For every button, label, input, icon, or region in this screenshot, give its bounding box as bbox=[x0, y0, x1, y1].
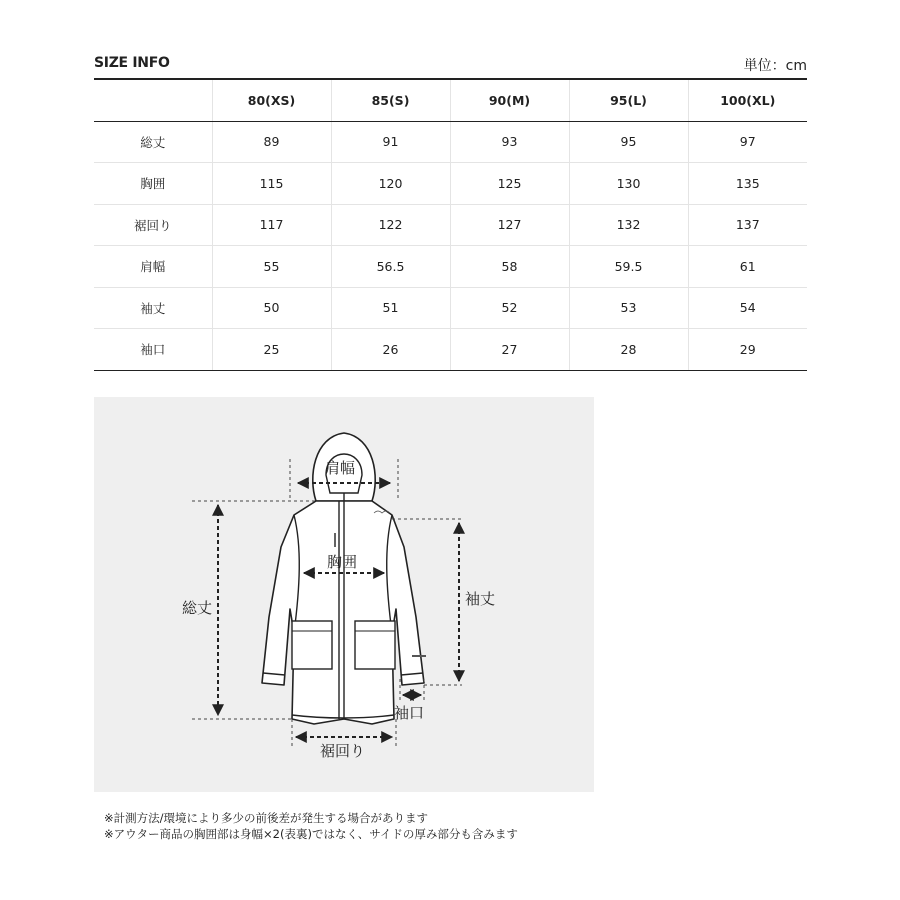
table-cell: 115 bbox=[212, 163, 331, 205]
label-cuff: 袖口 bbox=[394, 704, 425, 722]
footnotes bbox=[104, 810, 518, 842]
table-cell: 89 bbox=[212, 121, 331, 163]
page-title: SIZE INFO bbox=[94, 55, 170, 71]
size-info-header bbox=[94, 55, 807, 77]
measurement-diagram bbox=[94, 397, 594, 792]
table-cell: 53 bbox=[569, 287, 688, 329]
table-cell: 50 bbox=[212, 287, 331, 329]
row-label: 肩幅 bbox=[94, 246, 212, 288]
table-cell: 120 bbox=[331, 163, 450, 205]
footnote: ※アウター商品の胸囲部は身幅×2(表裏)ではなく、サイドの厚み部分も含みます bbox=[104, 827, 518, 841]
row-label: 胸囲 bbox=[94, 163, 212, 205]
size-table bbox=[94, 78, 807, 371]
label-sleeve: 袖丈 bbox=[465, 590, 496, 608]
table-cell: 59.5 bbox=[569, 246, 688, 288]
table-cell: 117 bbox=[212, 204, 331, 246]
row-label: 総丈 bbox=[94, 121, 212, 163]
table-row bbox=[94, 163, 807, 205]
table-cell: 28 bbox=[569, 329, 688, 371]
header-cell: 85(S) bbox=[331, 79, 450, 121]
table-row bbox=[94, 204, 807, 246]
table-row bbox=[94, 329, 807, 371]
table-row bbox=[94, 246, 807, 288]
table-row bbox=[94, 121, 807, 163]
right-pocket bbox=[355, 621, 395, 669]
table-cell: 51 bbox=[331, 287, 450, 329]
table-row bbox=[94, 287, 807, 329]
table-cell: 93 bbox=[450, 121, 569, 163]
table-cell: 132 bbox=[569, 204, 688, 246]
label-shoulder: 肩幅 bbox=[325, 459, 356, 477]
table-cell: 95 bbox=[569, 121, 688, 163]
header-cell: 100(XL) bbox=[688, 79, 807, 121]
table-cell: 135 bbox=[688, 163, 807, 205]
header-cell: 80(XS) bbox=[212, 79, 331, 121]
row-label: 裾回り bbox=[94, 204, 212, 246]
coat-body bbox=[262, 501, 424, 724]
table-cell: 97 bbox=[688, 121, 807, 163]
table-cell: 130 bbox=[569, 163, 688, 205]
table-cell: 25 bbox=[212, 329, 331, 371]
table-cell: 91 bbox=[331, 121, 450, 163]
table-cell: 54 bbox=[688, 287, 807, 329]
table-cell: 137 bbox=[688, 204, 807, 246]
table-cell: 27 bbox=[450, 329, 569, 371]
unit-label: 単位：cm bbox=[743, 58, 807, 74]
table-header-row bbox=[94, 79, 807, 121]
table-cell: 52 bbox=[450, 287, 569, 329]
table-cell: 122 bbox=[331, 204, 450, 246]
table-cell: 26 bbox=[331, 329, 450, 371]
label-hem: 裾回り bbox=[320, 742, 366, 760]
table-cell: 127 bbox=[450, 204, 569, 246]
footnote: ※計測方法/環境により多少の前後差が発生する場合があります bbox=[104, 811, 429, 825]
header-cell-empty bbox=[94, 79, 212, 121]
row-label: 袖口 bbox=[94, 329, 212, 371]
table-cell: 61 bbox=[688, 246, 807, 288]
header-cell: 95(L) bbox=[569, 79, 688, 121]
table-cell: 29 bbox=[688, 329, 807, 371]
label-length: 総丈 bbox=[182, 599, 213, 617]
label-chest: 胸囲 bbox=[327, 553, 358, 571]
table-cell: 56.5 bbox=[331, 246, 450, 288]
sleeve-tag bbox=[412, 655, 426, 657]
header-cell: 90(M) bbox=[450, 79, 569, 121]
left-pocket bbox=[292, 621, 332, 669]
table-cell: 55 bbox=[212, 246, 331, 288]
table-cell: 125 bbox=[450, 163, 569, 205]
row-label: 袖丈 bbox=[94, 287, 212, 329]
table-cell: 58 bbox=[450, 246, 569, 288]
